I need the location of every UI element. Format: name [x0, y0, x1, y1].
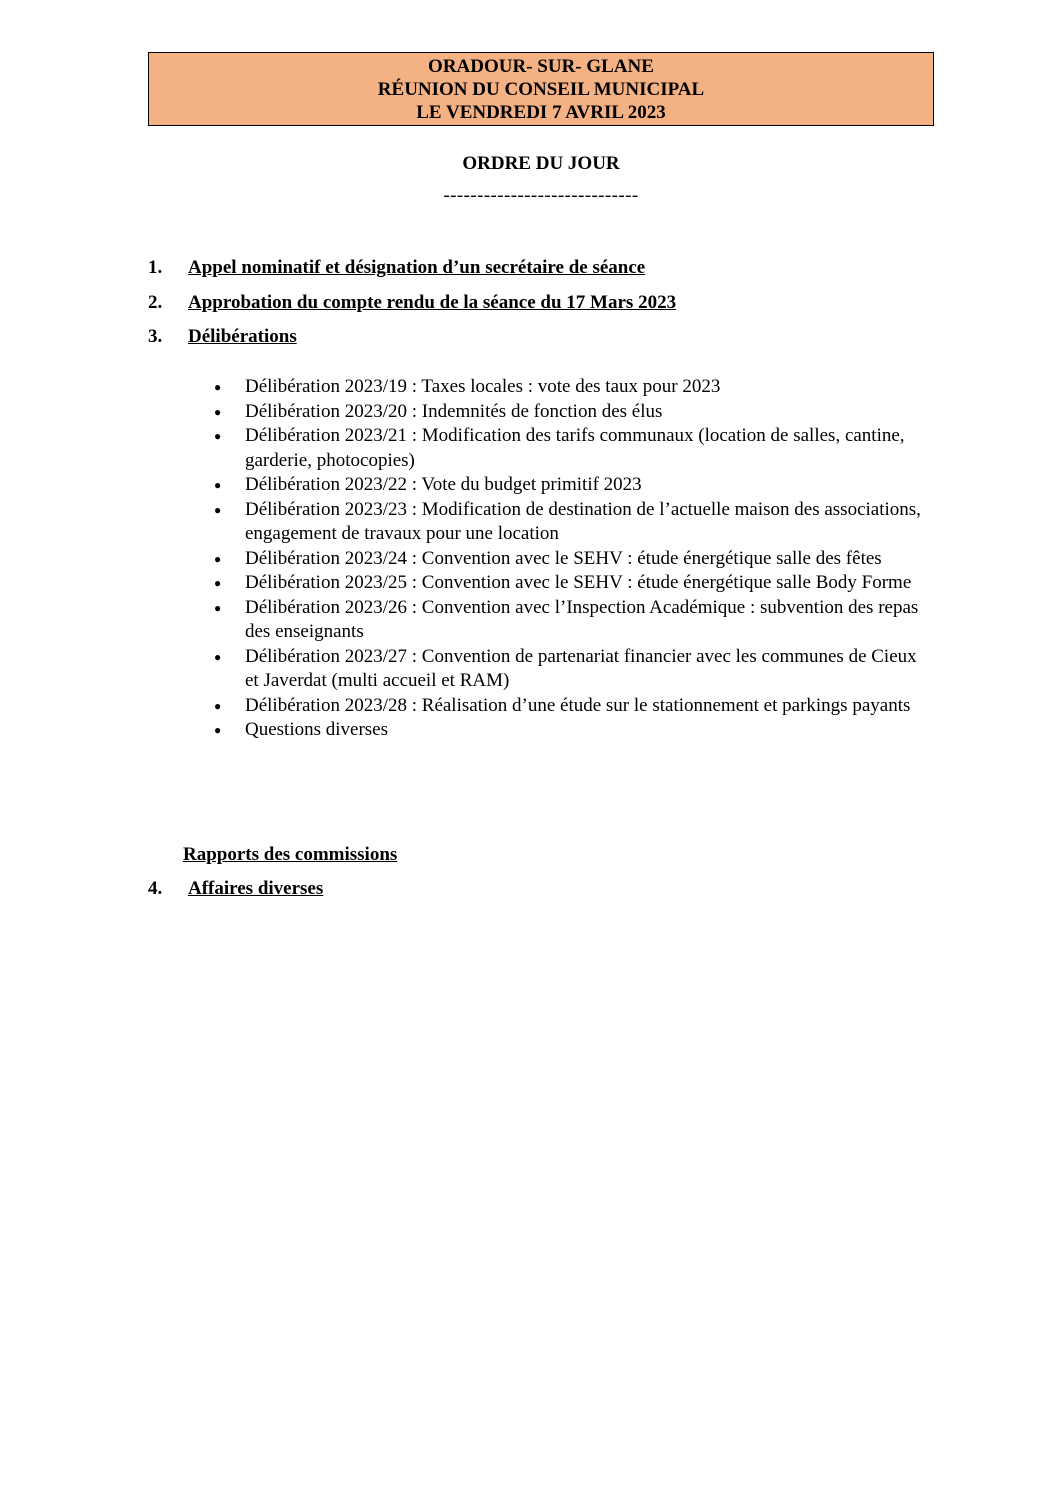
commissions-heading: Rapports des commissions [183, 844, 398, 865]
list-item [211, 645, 931, 694]
list-item [211, 400, 931, 425]
list-item [211, 718, 931, 743]
bullet-icon: ● [214, 380, 222, 394]
meeting-title: RÉUNION DU CONSEIL MUNICIPAL [377, 79, 705, 100]
bullet-icon: ● [214, 429, 222, 443]
deliberation-text: Délibération 2023/23 : Modification de destination de l’actuelle maison des associations, engagement de travaux pour une location [245, 498, 921, 544]
agenda-item-3 [148, 326, 297, 348]
deliberation-text: Délibération 2023/26 : Convention avec l’Inspection Académique : subvention des repas des enseignants [245, 596, 919, 642]
header-box [148, 52, 934, 126]
bullet-icon: ● [214, 502, 222, 517]
bullet-icon: ● [214, 723, 222, 737]
deliberations-list [211, 375, 931, 743]
agenda-title: ORDRE DU JOUR [462, 153, 620, 174]
agenda-item-number: 1. [148, 257, 163, 278]
deliberation-text: Délibération 2023/20 : Indemnités de fonction des élus [245, 400, 663, 422]
agenda-item-label: Appel nominatif et désignation d’un secrétaire de séance [188, 257, 646, 278]
separator-line: ----------------------------- [443, 185, 639, 206]
deliberation-text: Délibération 2023/28 : Réalisation d’une étude sur le stationnement et parkings payants [245, 694, 911, 716]
bullet-icon: ● [214, 551, 222, 566]
list-item [211, 424, 931, 473]
bullet-icon: ● [214, 600, 222, 615]
agenda-item-label: Approbation du compte rendu de la séance du 17 Mars 2023 [188, 292, 677, 313]
list-item [211, 547, 931, 572]
deliberation-text: Délibération 2023/25 : Convention avec le SEHV : étude énergétique salle Body Forme [245, 572, 912, 593]
bullet-icon: ● [214, 698, 222, 713]
bullet-icon: ● [214, 404, 222, 419]
agenda-item-1 [148, 257, 645, 279]
agenda-item-label: Affaires diverses [188, 878, 324, 899]
deliberation-text: Délibération 2023/21 : Modification des tarifs communaux (location de salles, cantine, garderie, photocopies) [245, 425, 905, 471]
bullet-icon: ● [214, 478, 222, 492]
meeting-date: LE VENDREDI 7 AVRIL 2023 [416, 102, 666, 123]
list-item [211, 473, 931, 498]
list-item [211, 571, 931, 596]
list-item [211, 498, 931, 547]
commune-name: ORADOUR- SUR- GLANE [428, 56, 654, 77]
bullet-icon: ● [214, 576, 222, 590]
agenda-item-number: 3. [148, 326, 163, 347]
agenda-item-number: 4. [148, 878, 163, 899]
list-item [211, 596, 931, 645]
agenda-item-label: Délibérations [188, 326, 297, 347]
list-item [211, 694, 931, 719]
deliberation-text: Délibération 2023/22 : Vote du budget primitif 2023 [245, 474, 642, 495]
agenda-item-number: 2. [148, 292, 163, 313]
deliberation-text: Délibération 2023/19 : Taxes locales : vote des taux pour 2023 [245, 376, 721, 397]
bullet-icon: ● [214, 649, 222, 664]
deliberation-text: Délibération 2023/24 : Convention avec le SEHV : étude énergétique salle des fêtes [245, 547, 882, 569]
list-item [211, 375, 931, 400]
deliberation-text: Questions diverses [245, 719, 389, 740]
deliberation-text: Délibération 2023/27 : Convention de partenariat financier avec les communes de Cieux et Javerdat (multi accueil et RAM) [245, 645, 917, 691]
agenda-item-4 [148, 878, 323, 900]
agenda-item-2 [148, 292, 676, 314]
